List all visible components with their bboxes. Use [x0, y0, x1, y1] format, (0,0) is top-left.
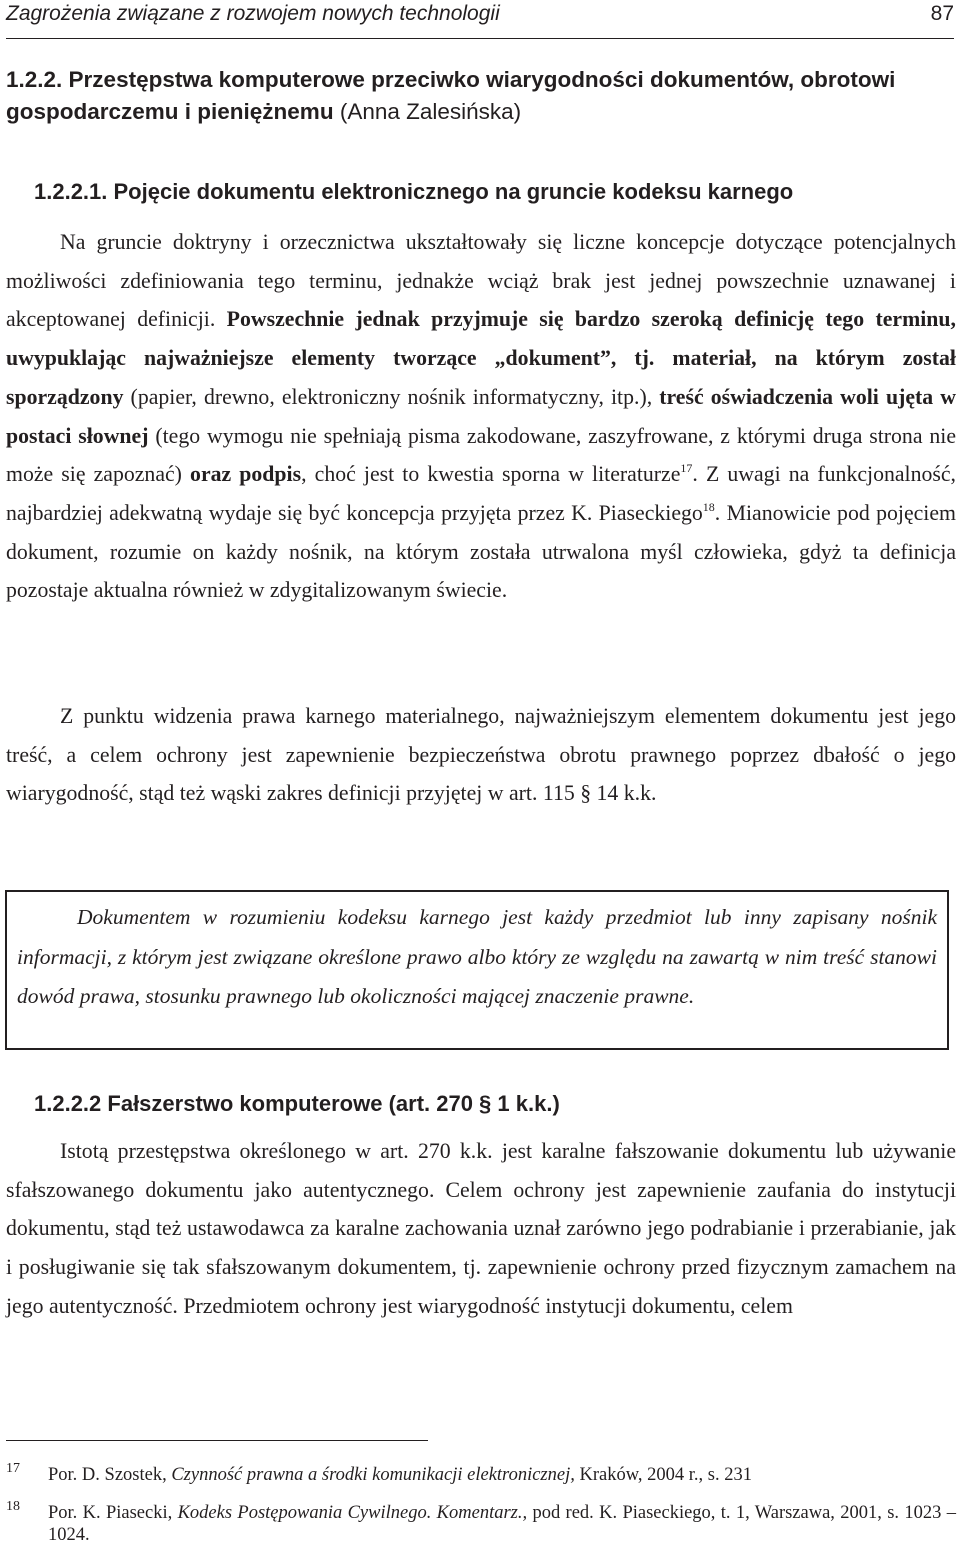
p1-bold-1: Powszechnie jednak przyjmuje się bardzo szeroką definicję tego terminu, uwypuklając najważniejsze elementy tworzące „dokument”, tj. materiał, na którym został sporządzony — [6, 307, 956, 409]
subsection-title-2: 1.2.2.2 Fałszerstwo komputerowe (art. 270 § 1 k.k.) — [34, 1091, 560, 1116]
p1-bold-2: treść oświadczenia woli ujęta w postaci słownej — [6, 384, 956, 448]
p1-text-4: , choć jest to kwestia sporna w literaturze — [301, 462, 681, 487]
paragraph-3 — [6, 1132, 956, 1326]
footnote-text — [48, 1464, 956, 1486]
section-author: (Anna Zalesińska) — [339, 99, 522, 124]
definition-text — [17, 898, 937, 1017]
paragraph-1 — [6, 223, 956, 610]
p1-text-6: . Mianowicie pod pojęciem dokument, rozumie on każdy nośnik, na którym została utrwalona myśl człowieka, gdyż ta definicja pozostaje aktualna również w zdygitalizowanym świecie. — [6, 500, 956, 603]
footnote-pre: Por. D. Szostek, — [48, 1465, 172, 1485]
footnote-ref-18[interactable]: 18 — [702, 499, 715, 514]
footnote-post: pod red. K. Piaseckiego, t. 1, Warszawa, 2001, s. 1023 – 1024. — [48, 1503, 956, 1545]
running-title: Zagrożenia związane z rozwojem nowych technologii — [6, 2, 500, 25]
footnote-italic: Czynność prawna a środki komunikacji elektronicznej, — [171, 1465, 575, 1485]
definition-box — [5, 890, 949, 1050]
p2-text: Z punktu widzenia prawa karnego materialnego, najważniejszym elementem dokumentu jest jego treść, a celem ochrony jest zapewnienie bezpieczeństwa obrotu prawnego poprzez dbałość o jego wiarygodność, stąd też wąski zakres definicji przyjętej w art. 115 § 14 k.k. — [6, 704, 956, 806]
footnote-pre: Por. K. Piasecki, — [48, 1503, 178, 1523]
footnote-rule — [6, 1440, 428, 1441]
p1-text-1: Na gruncie doktryny i orzecznictwa ukształtowały się liczne koncepcje dotyczące potencjalnych możliwości zdefiniowania tego terminu, jednakże wciąż brak jest jednej powszechnie uznawanej i akceptowanej definicji. — [6, 230, 956, 332]
footnote-ref-17[interactable]: 17 — [680, 461, 693, 476]
section-title — [6, 64, 954, 128]
definition-body: Dokumentem w rozumieniu kodeksu karnego jest każdy przedmiot lub inny zapisany nośnik informacji, z którym jest związane określone prawo albo który ze względu na zawartą w nim treść stanowi dowód prawa, stosunku prawnego lub okoliczności mającej znaczenie prawne. — [17, 905, 937, 1009]
p1-text-3: (tego wymogu nie spełniają pisma zakodowane, zaszyfrowane, z którymi druga strona nie może się zapoznać) — [6, 423, 956, 487]
p1-bold-3: oraz podpis — [190, 462, 302, 487]
p3-text: Istotą przestępstwa określonego w art. 270 k.k. jest karalne fałszowanie dokumentu lub używanie sfałszowanego dokumentu jako autentycznego. Celem ochrony jest zapewnienie zaufania do instytucji dokumentu, stąd też ustawodawca za karalne zachowania uznał zarówno jego podrabianie i przerabianie, jak i posługiwanie się tak sfałszowanym dokumentem, tj. zapewnienie ochrony przed fizycznym zamachem na jego autentyczność. Przedmiotem ochrony jest wiarygodność instytucji dokumentu, celem — [6, 1139, 956, 1318]
paragraph-2 — [6, 697, 956, 813]
footnote-number: 18 — [6, 1499, 20, 1514]
footnote-post: Kraków, 2004 r., s. 231 — [574, 1465, 752, 1485]
subsection-title-1: 1.2.2.1. Pojęcie dokumentu elektronicznego na gruncie kodeksu karnego — [34, 179, 794, 204]
p1-text-2: (papier, drewno, elektroniczny nośnik informatyczny, itp.), — [123, 384, 660, 409]
footnote-number: 17 — [6, 1461, 20, 1476]
header-rule — [6, 38, 954, 39]
page-number: 87 — [930, 2, 954, 25]
footnote-text — [48, 1502, 956, 1546]
footnote-italic: Kodeks Postępowania Cywilnego. Komentarz., — [177, 1503, 528, 1523]
section-title-text: 1.2.2. Przestępstwa komputerowe przeciwko wiarygodności dokumentów, obrotowi gospodarczemu i pieniężnemu — [6, 67, 896, 124]
p1-text-5: . Z uwagi na funkcjonalność, najbardziej adekwatną wydaje się być koncepcja przyjęta przez K. Piaseckiego — [6, 462, 957, 525]
running-header — [6, 2, 954, 26]
